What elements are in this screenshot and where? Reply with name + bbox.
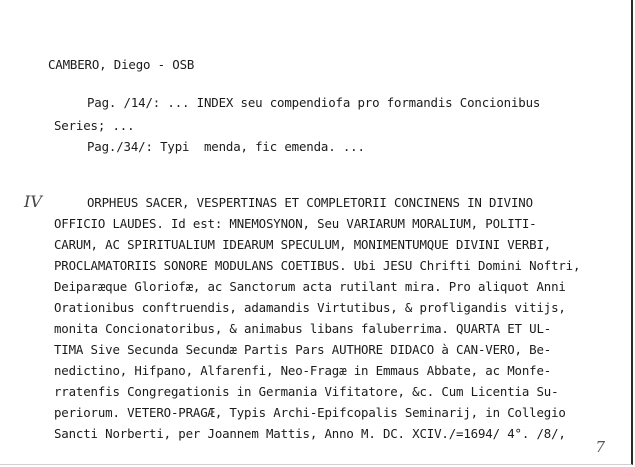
entry-line-11: periorum. VETERO-PRAGÆ, Typis Archi-Epifcopalis Seminarij, in Collegio <box>54 405 566 420</box>
entry-line-3: CARUM, AC SPIRITUALIUM IDEARUM SPECULUM, MONIMENTUMQUE DIVINI VERBI, <box>54 237 552 252</box>
ref-line-2: Series; ... <box>54 118 135 133</box>
entry-line-4: PROCLAMATORIIS SONORE MODULANS COETIBUS. Ubi JESU Chrifti Domini Noftri, <box>54 258 581 273</box>
entry-line-1: ORPHEUS SACER, VESPERTINAS ET COMPLETORII CONCINENS IN DIVINO <box>87 195 533 210</box>
card-heading: CAMBERO, Diego - OSB <box>48 57 195 72</box>
margin-note: IV <box>24 192 42 211</box>
entry-line-5: Deiparæque Gloriofæ, ac Sanctorum acta rutilant mira. Pro aliquot Anni <box>54 279 566 294</box>
entry-line-8: TIMA Sive Secunda Secundæ Partis Pars AUTHORE DIDACO à CAN-VERO, Be- <box>54 342 552 357</box>
ref-line-3: Pag./34/: Typi menda, fic emenda. ... <box>87 139 365 154</box>
entry-line-9: nedictino, Hifpano, Alfarenfi, Neo-Fragæ in Emmaus Abbate, ac Monfe- <box>54 363 552 378</box>
entry-line-6: Orationibus conftruendis, adamandis Virtutibus, & profligandis vitijs, <box>54 300 566 315</box>
ref-line-1: Pag. /14/: ... INDEX seu compendiofa pro formandis Concionibus <box>87 95 541 110</box>
entry-line-10: rratenfis Congregationis in Germania Vifitatore, &c. Cum Licentia Su- <box>54 384 559 399</box>
entry-line-7: monita Concionatoribus, & animabus libans faluberrima. QUARTA ET UL- <box>54 321 552 336</box>
entry-line-2: OFFICIO LAUDES. Id est: MNEMOSYNON, Seu VARIARUM MORALIUM, POLITI- <box>54 216 537 231</box>
entry-line-12: Sancti Norberti, per Joannem Mattis, Anno M. DC. XCIV./=1694/ 4°. /8/, <box>54 426 566 441</box>
page-mark: 7 <box>595 438 605 456</box>
